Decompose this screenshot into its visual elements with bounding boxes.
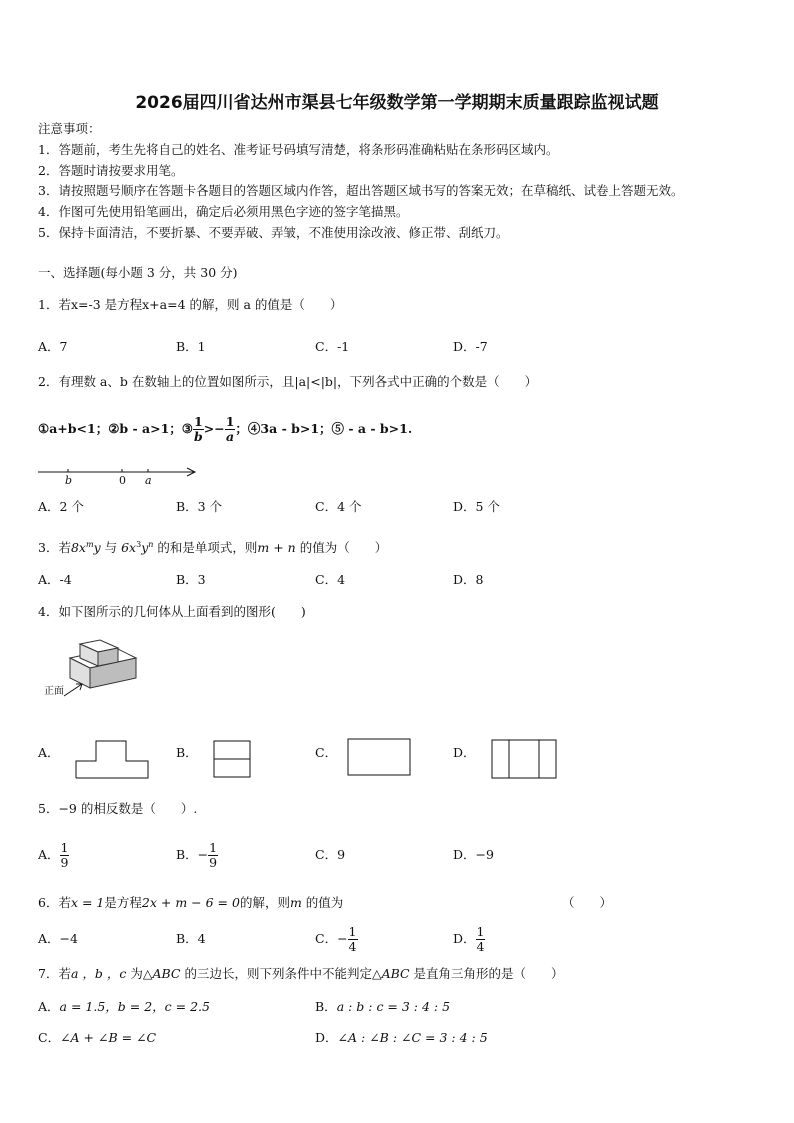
q4-figure-b (213, 740, 253, 780)
q7-option-c[interactable] (38, 1030, 156, 1046)
note-item: 4．作图可先使用铅笔画出，确定后必须用黑色字迹的签字笔描黑。 (38, 204, 409, 219)
option-label: B． (315, 999, 337, 1014)
q1-option-c[interactable]: C．-1 (315, 339, 350, 354)
q2-option-d[interactable]: D．5 个 (453, 499, 500, 514)
q5-option-d[interactable]: D．−9 (453, 847, 494, 862)
statements-part-1: ①a+b<1；②b - a>1；③ (38, 421, 194, 436)
triangle-abc: △ABC (371, 966, 410, 981)
q3-option-a[interactable]: A．-4 (38, 572, 72, 587)
numerator: 1 (209, 840, 218, 855)
stem-text: 的值为 (301, 895, 344, 910)
statements-part-2: ；④3a - b>1；⑤ - a - b>1. (235, 421, 413, 436)
exponent-3: 3 (136, 540, 142, 549)
front-label: 正面 (44, 686, 64, 697)
denominator: 4 (476, 939, 485, 954)
variables-abc: a ，b ，c (70, 966, 127, 981)
numerator: 1 (476, 924, 485, 939)
q4-option-d[interactable]: D． (453, 745, 476, 760)
q6-option-b[interactable]: B．4 (176, 931, 206, 946)
q4-figure-d (491, 739, 561, 781)
note-item: 2．答题时请按要求用笔。 (38, 163, 184, 178)
option-label: C．− (315, 931, 348, 946)
statements-compare: >− (203, 421, 225, 436)
q1-option-b[interactable]: B．1 (176, 339, 206, 354)
denominator: a (226, 429, 235, 444)
stem-text: 的值为（ ） (295, 540, 388, 556)
q7-option-d[interactable] (315, 1030, 488, 1046)
option-text: ∠A + ∠B = ∠C (60, 1030, 157, 1045)
denominator: b (194, 429, 203, 444)
stem-text: 7．若 (38, 966, 71, 981)
stem-text: 是直角三角形的是（ ） (409, 966, 564, 981)
note-item: 3．请按照题号顺序在答题卡各题目的答题区域内作答，超出答题区域书写的答案无效；在草稿纸、试卷上答题无效。 (38, 183, 684, 198)
figure-a-outline (76, 741, 148, 778)
q6-option-d[interactable] (453, 922, 485, 956)
term-y: y (93, 540, 101, 556)
page-title: 2026届四川省达州市渠县七年级数学第一学期期末质量跟踪监视试题 (135, 93, 659, 113)
option-label: A． (38, 847, 60, 862)
option-text: ∠A : ∠B : ∠C = 3 : 4 : 5 (337, 1030, 488, 1045)
fraction-1-over-9 (208, 841, 218, 870)
arrow-shaft (64, 684, 82, 696)
fraction-1-over-9 (60, 841, 70, 870)
question-3-stem (38, 537, 387, 556)
triangle-abc: △ABC (142, 966, 181, 981)
option-label: A． (38, 999, 60, 1014)
note-item: 1．答题前，考生先将自己的姓名、准考证号码填写清楚，将条形码准确粘贴在条形码区域内。 (38, 142, 559, 157)
section-heading: 一、选择题(每小题 3 分，共 30 分) (38, 265, 238, 280)
question-5-stem: 5．−9 的相反数是（ ）. (38, 801, 198, 816)
q6-option-a[interactable]: A．−4 (38, 931, 78, 946)
q2-option-c[interactable]: C．4 个 (315, 499, 362, 514)
numerator: 1 (225, 414, 235, 429)
stem-text: 的解，则 (239, 895, 290, 910)
expression-m-plus-n: m + n (257, 540, 296, 556)
equation-x-equals-1: x = 1 (70, 895, 105, 910)
q3-option-d[interactable]: D．8 (453, 572, 484, 587)
q4-option-b[interactable]: B． (176, 745, 198, 760)
q1-option-a[interactable]: A．7 (38, 339, 68, 354)
fraction-1-over-b (193, 415, 204, 444)
numerator: 1 (60, 840, 69, 855)
question-2-statements (38, 414, 412, 444)
question-4-stem: 4．如下图所示的几何体从上面看到的图形( ) (38, 604, 306, 619)
stem-text: 为 (126, 966, 143, 981)
fraction-1-over-4 (476, 925, 486, 954)
numerator: 1 (194, 414, 203, 429)
numerator: 1 (348, 924, 357, 939)
answer-paren: （ ） (562, 895, 613, 910)
figure-c-rectangle (348, 739, 410, 775)
denominator: 4 (348, 939, 357, 954)
denominator: 9 (60, 855, 69, 870)
fraction-1-over-a (225, 415, 236, 444)
question-1-stem: 1．若x=-3 是方程x+a=4 的解，则 a 的值是（ ） (38, 297, 343, 312)
q5-option-b[interactable] (176, 838, 218, 872)
term-8x: 8x (70, 540, 86, 556)
axis-label-a: a (145, 474, 152, 487)
fraction-1-over-4 (348, 925, 358, 954)
q4-option-a[interactable]: A． (38, 745, 60, 760)
q5-option-a[interactable] (38, 838, 69, 872)
term-6x: 6x (121, 540, 137, 556)
q3-option-c[interactable]: C．4 (315, 572, 346, 587)
q4-figure-c (347, 738, 413, 778)
question-6-stem (38, 895, 343, 911)
stem-text: 是方程 (104, 895, 142, 910)
stem-text: 与 (100, 540, 122, 556)
q7-option-b[interactable] (315, 999, 450, 1015)
q3-option-b[interactable]: B．3 (176, 572, 206, 587)
equation: 2x + m − 6 = 0 (141, 895, 240, 910)
front-arrow (62, 680, 102, 700)
note-item: 5．保持卡面清洁，不要折暴、不要弄破、弄皱，不准使用涂改液、修正带、刮纸刀。 (38, 225, 509, 240)
variable-m: m (289, 895, 302, 910)
q2-option-b[interactable]: B．3 个 (176, 499, 223, 514)
stem-text: 6．若 (38, 895, 71, 910)
q7-option-a[interactable] (38, 999, 210, 1015)
question-7-stem (38, 966, 564, 982)
option-label: C． (38, 1030, 61, 1045)
option-label: D． (315, 1030, 338, 1045)
q2-option-a[interactable]: A．2 个 (38, 499, 84, 514)
option-text: a : b : c = 3 : 4 : 5 (336, 999, 451, 1014)
option-label: B．− (176, 847, 209, 862)
q1-option-d[interactable]: D．-7 (453, 339, 488, 354)
term-y: y (141, 540, 149, 556)
figure-d-rectangle (492, 740, 556, 778)
denominator: 9 (209, 855, 218, 870)
option-text: a = 1.5，b = 2，c = 2.5 (59, 999, 210, 1014)
exponent-m: m (85, 540, 94, 549)
stem-text: 的三边长，则下列条件中不能判定 (180, 966, 372, 981)
option-label: D． (453, 931, 476, 946)
q4-figure-a (74, 739, 150, 781)
stem-text: 3．若 (38, 540, 71, 556)
q5-option-c[interactable]: C．9 (315, 847, 346, 862)
axis-label-b: b (65, 474, 73, 487)
exponent-n: n (148, 540, 154, 549)
notes-heading: 注意事项： (38, 121, 101, 136)
stem-text: 的和是单项式，则 (153, 540, 258, 556)
q4-option-c[interactable]: C． (315, 745, 338, 760)
q6-option-c[interactable] (315, 922, 358, 956)
axis-label-0: 0 (119, 474, 126, 487)
question-2-stem: 2．有理数 a、b 在数轴上的位置如图所示，且|a|<|b|，下列各式中正确的个数是（ ） (38, 374, 538, 389)
